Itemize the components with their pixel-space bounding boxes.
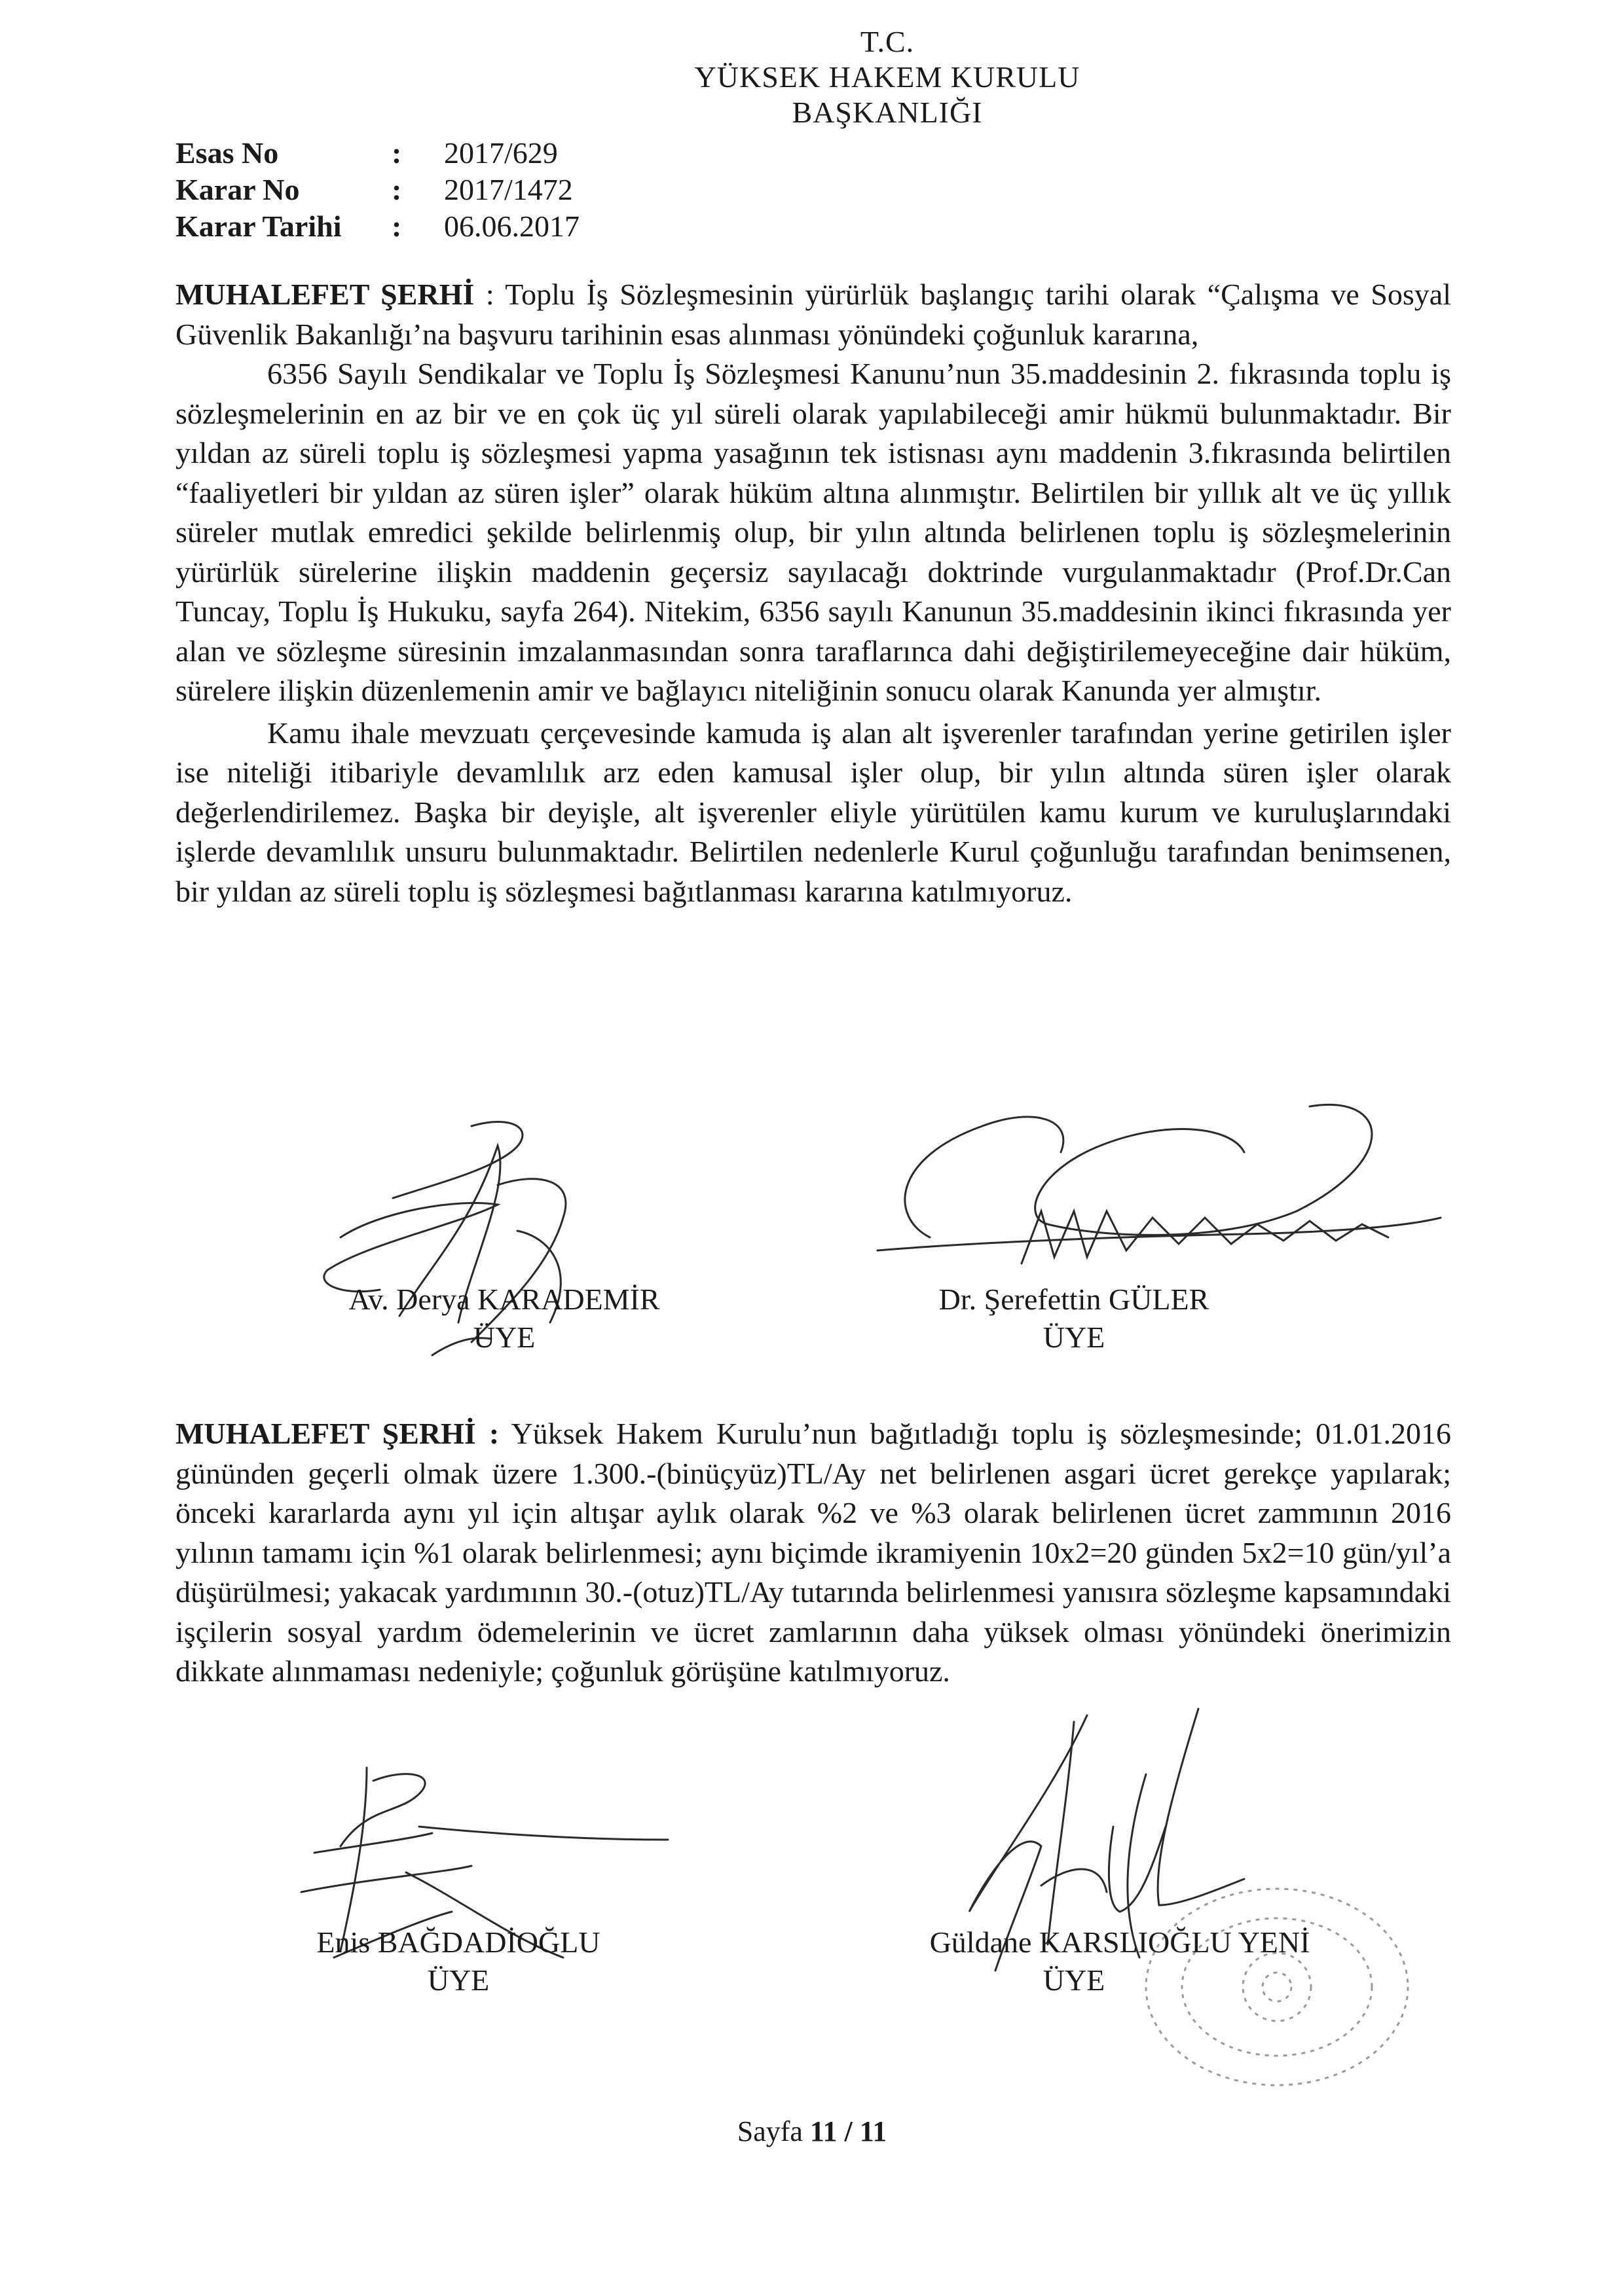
case-number-row (175, 135, 558, 172)
dissent-1-intro-text: : Toplu İş Sözleşmesinin yürürlük başlangıç tarihi olarak “Çalışma ve Sosyal Güvenlik Bakanlığı’na başvuru tarihinin esas alınması yönündeki çoğunluk kararına, (175, 278, 1451, 351)
case-number-value: 2017/629 (444, 136, 558, 170)
page-number: 11 / 11 (809, 2115, 887, 2147)
dissent-1-paragraph-1: 6356 Sayılı Sendikalar ve Toplu İş Sözleşmesi Kanunu’nun 35.maddesinin 2. fıkrasında toplu iş sözleşmelerinin en az bir ve en çok üç yıl süreli olarak yapılabileceği amir hükmü bulunmaktadır. Bir yıldan az süreli toplu iş sözleşmesi yapma yasağının tek istisnası aynı maddenin 3.fıkrasında belirtilen “faaliyetleri bir yıldan az süren işler” olarak hüküm altına alınmıştır. Belirtilen bir yıllık alt ve üç yıllık süreler mutlak emredici şekilde belirlenmiş olup, bir yılın altında belirlenen toplu iş sözleşmelerinin yürürlük sürelerine ilişkin maddenin geçersiz sayılacağı doktrinde vurgulanmaktadır (Prof.Dr.Can Tuncay, Toplu İş Hukuku, sayfa 264). Nitekim, 6356 sayılı Kanunun 35.maddesinin ikinci fıkrasında yer alan ve sözleşme süresinin imzalanmasından sonra taraflarınca dahi değiştirilemeyeceğine dair hüküm, sürelere ilişkin düzenlemenin amir ve bağlayıcı niteliğinin sonucu olarak Kanunda yer almıştır. (175, 357, 1451, 707)
header-institution: YÜKSEK HAKEM KURULU (694, 60, 1080, 94)
decision-number-row (175, 172, 573, 208)
page-footer (0, 2115, 1624, 2148)
case-number-sep: : (392, 136, 402, 170)
signatory-2-name: Dr. Şerefettin GÜLER (938, 1283, 1209, 1316)
dissent-1-heading: MUHALEFET ŞERHİ (175, 278, 475, 311)
header-tc: T.C. (860, 25, 915, 58)
dissent-1-paragraph-2: Kamu ihale mevzuatı çerçevesinde kamuda iş alan alt işverenler tarafından yerine getirilen işler ise niteliği itibariyle devamlılık arz eden kamusal işler olup, bir yılın altında süren işler olarak değerlendirilemez. Başka bir deyişle, alt işverenler eliyle yürütülen kamu kurum ve kuruluşlarındaki işlerde devamlılık unsuru bulunmaktadır. Belirtilen nedenlerle Kurul çoğunluğu tarafından benimsenen, bir yıldan az süreli toplu iş sözleşmesi bağıtlanması kararına katılmıyoruz. (175, 716, 1451, 908)
dissent-2-paragraph (175, 1414, 1451, 1692)
signatory-3-title: ÜYE (427, 1963, 490, 1997)
dissent-2-heading: MUHALEFET ŞERHİ : (175, 1417, 500, 1450)
signatory-1-title: ÜYE (473, 1321, 536, 1354)
signatory-4-title: ÜYE (1043, 1963, 1105, 1997)
decision-date-value: 06.06.2017 (444, 210, 580, 243)
signatory-4-name: Güldane KARSLIOĞLU YENİ (929, 1925, 1310, 1959)
dissent-2-text: Yüksek Hakem Kurulu’nun bağıtladığı toplu iş sözleşmesinde; 01.01.2016 gününden geçerli olmak üzere 1.300.-(binüçyüz)TL/Ay net belirlenen asgari ücret gerekçe yapılarak; önceki kararlarda aynı yıl için altışar aylık olarak %2 ve %3 olarak belirlenen ücret zammının 2016 yılının tamamı için %1 olarak belirlenmesi; aynı biçimde ikramiyenin 10x2=20 günden 5x2=10 gün/yıl’a düşürülmesi; yakacak yardımının 30.-(otuz)TL/Ay tutarında belirlenmesi yanısıra sözleşme kapsamındaki işçilerin sosyal yardım ödemelerinin ve ücret zamlarının daha yüksek olması yönündeki önerimizin dikkate alınmaması nedeniyle; çoğunluk görüşüne katılmıyoruz. (175, 1417, 1451, 1688)
decision-number-value: 2017/1472 (444, 173, 573, 206)
decision-date-label: Karar Tarihi (175, 210, 342, 243)
signatory-1-name: Av. Derya KARADEMİR (348, 1283, 660, 1316)
dissent-1-intro (175, 275, 1451, 354)
dissent-opinion-1 (175, 275, 1451, 911)
signature-guler (825, 1080, 1454, 1296)
header-presidency: BAŞKANLIĞI (792, 96, 983, 129)
decision-number-label: Karar No (175, 173, 300, 206)
signatory-2-title: ÜYE (1043, 1321, 1105, 1354)
dissent-opinion-2 (175, 1414, 1451, 1692)
page-label: Sayfa (737, 2115, 810, 2147)
signatory-3-name: Enis BAĞDADİOĞLU (316, 1925, 600, 1959)
decision-date-row (175, 208, 580, 245)
case-number-label: Esas No (175, 136, 279, 170)
decision-number-sep: : (392, 173, 402, 206)
decision-date-sep: : (392, 210, 402, 243)
